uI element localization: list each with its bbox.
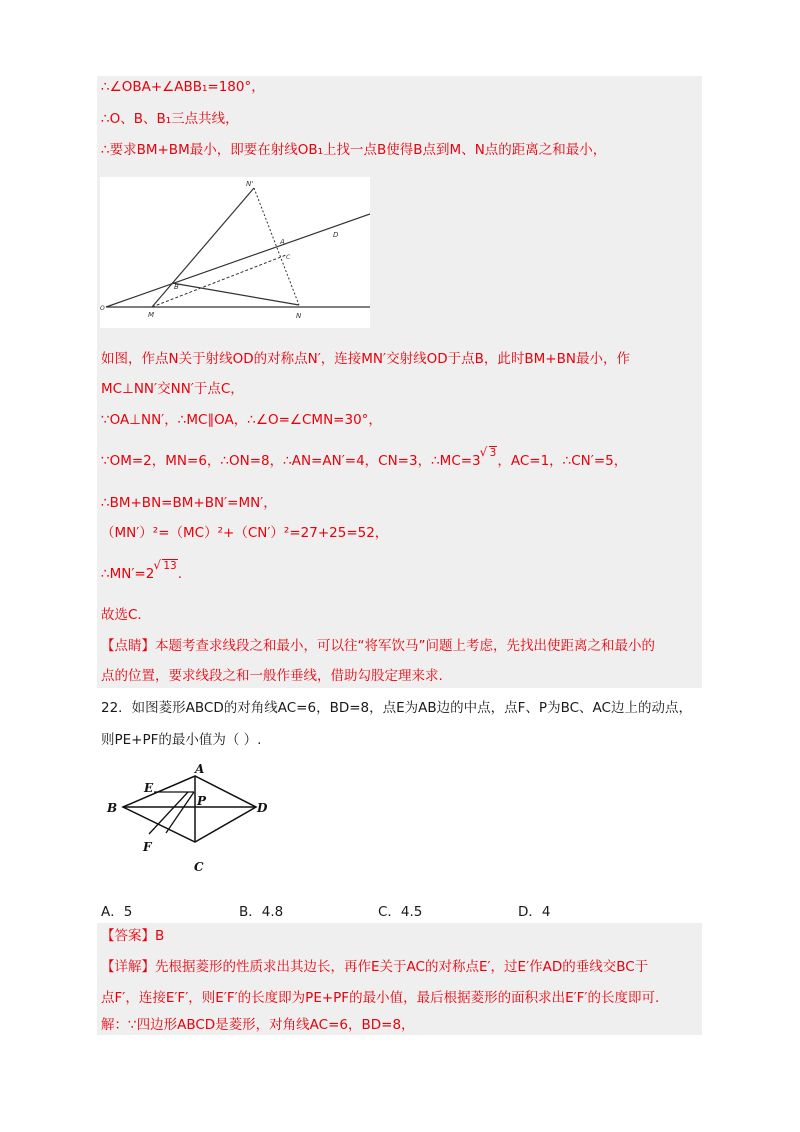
text-line: ∴BM+BN=BM+BN′=MN′，	[101, 495, 277, 511]
text-part: ∴MN′=2	[101, 566, 155, 582]
sqrt-symbol	[154, 557, 177, 575]
option-b: B．4.8	[239, 904, 284, 920]
text-line: ∵OA⊥NN′，∴MC∥OA，∴∠O=∠CMN=30°，	[101, 412, 382, 428]
label-b: B	[174, 283, 179, 291]
label-c: C	[286, 254, 291, 261]
label-a: A	[280, 238, 285, 246]
question-text: 22．如图菱形ABCD的对角线AC=6，BD=8，点E为AB边的中点，点F、P为BC、AC边上的动点，	[101, 700, 692, 716]
text-line-with-sqrt	[101, 560, 182, 584]
text-line-with-sqrt	[101, 447, 628, 471]
text-line: ∴O、B、B₁三点共线，	[101, 111, 239, 127]
text-line: 点的位置，要求线段之和一般作垂线，借助勾股定理来求.	[101, 668, 443, 684]
rhombus-figure	[100, 762, 275, 880]
answer-text: 【答案】B	[101, 928, 165, 944]
label-e: E	[144, 781, 154, 795]
text-line: 故选C.	[101, 607, 142, 623]
sqrt-radicand: 3	[489, 447, 497, 459]
text-line: 如图，作点N关于射线OD的对称点N′，连接MN′交射线OD于点B，此时BM+BN最小，作	[101, 351, 630, 367]
label-d: D	[257, 801, 268, 815]
text-line: 【点睛】本题考查求线段之和最小，可以往“将军饮马”问题上考虑，先找出使距离之和最小的	[101, 638, 655, 654]
text-line: MC⊥NN′交NN′于点C，	[101, 381, 244, 397]
label-a: A	[195, 762, 205, 776]
label-m: M	[148, 311, 155, 319]
text-line: ∴要求BM+BM最小，即要在射线OB₁上找一点B使得B点到M、N点的距离之和最小，	[101, 142, 607, 158]
detail-text: 【详解】先根据菱形的性质求出其边长，再作E关于AC的对称点E′，过E′作AD的垂线交BC于	[101, 959, 649, 975]
geometry-figure-ray	[100, 177, 370, 328]
option-a: A．5	[101, 904, 133, 920]
label-f: F	[143, 840, 152, 854]
label-n: N	[296, 312, 302, 320]
label-b: B	[107, 801, 118, 815]
label-c: C	[194, 860, 204, 874]
option-c: C．4.5	[378, 904, 423, 920]
detail-text: 解：∵四边形ABCD是菱形，对角线AC=6，BD=8，	[101, 1017, 415, 1033]
label-n-prime: N'	[246, 180, 254, 188]
label-o: O	[100, 305, 105, 312]
label-d: D	[333, 231, 339, 239]
sqrt-symbol	[481, 444, 498, 462]
text-line: （MN′）²=（MC）²+（CN′）²=27+25=52，	[101, 525, 389, 541]
text-line: ∴∠OBA+∠ABB₁=180°，	[101, 79, 265, 95]
option-d: D．4	[518, 904, 551, 920]
text-part: ，AC=1，∴CN′=5，	[497, 453, 628, 469]
detail-text: 点F′，连接E′F′，则E′F′的长度即为PE+PF的最小值，最后根据菱形的面积求出E′F′的长度即可.	[101, 990, 660, 1006]
label-p: P	[197, 794, 207, 808]
question-text: 则PE+PF的最小值为（ ）.	[101, 732, 262, 748]
sqrt-radicand: 13	[163, 560, 177, 572]
text-part: .	[177, 566, 182, 582]
text-part: ∵OM=2，MN=6，∴ON=8，∴AN=AN′=4，CN=3，∴MC=3	[101, 453, 481, 469]
